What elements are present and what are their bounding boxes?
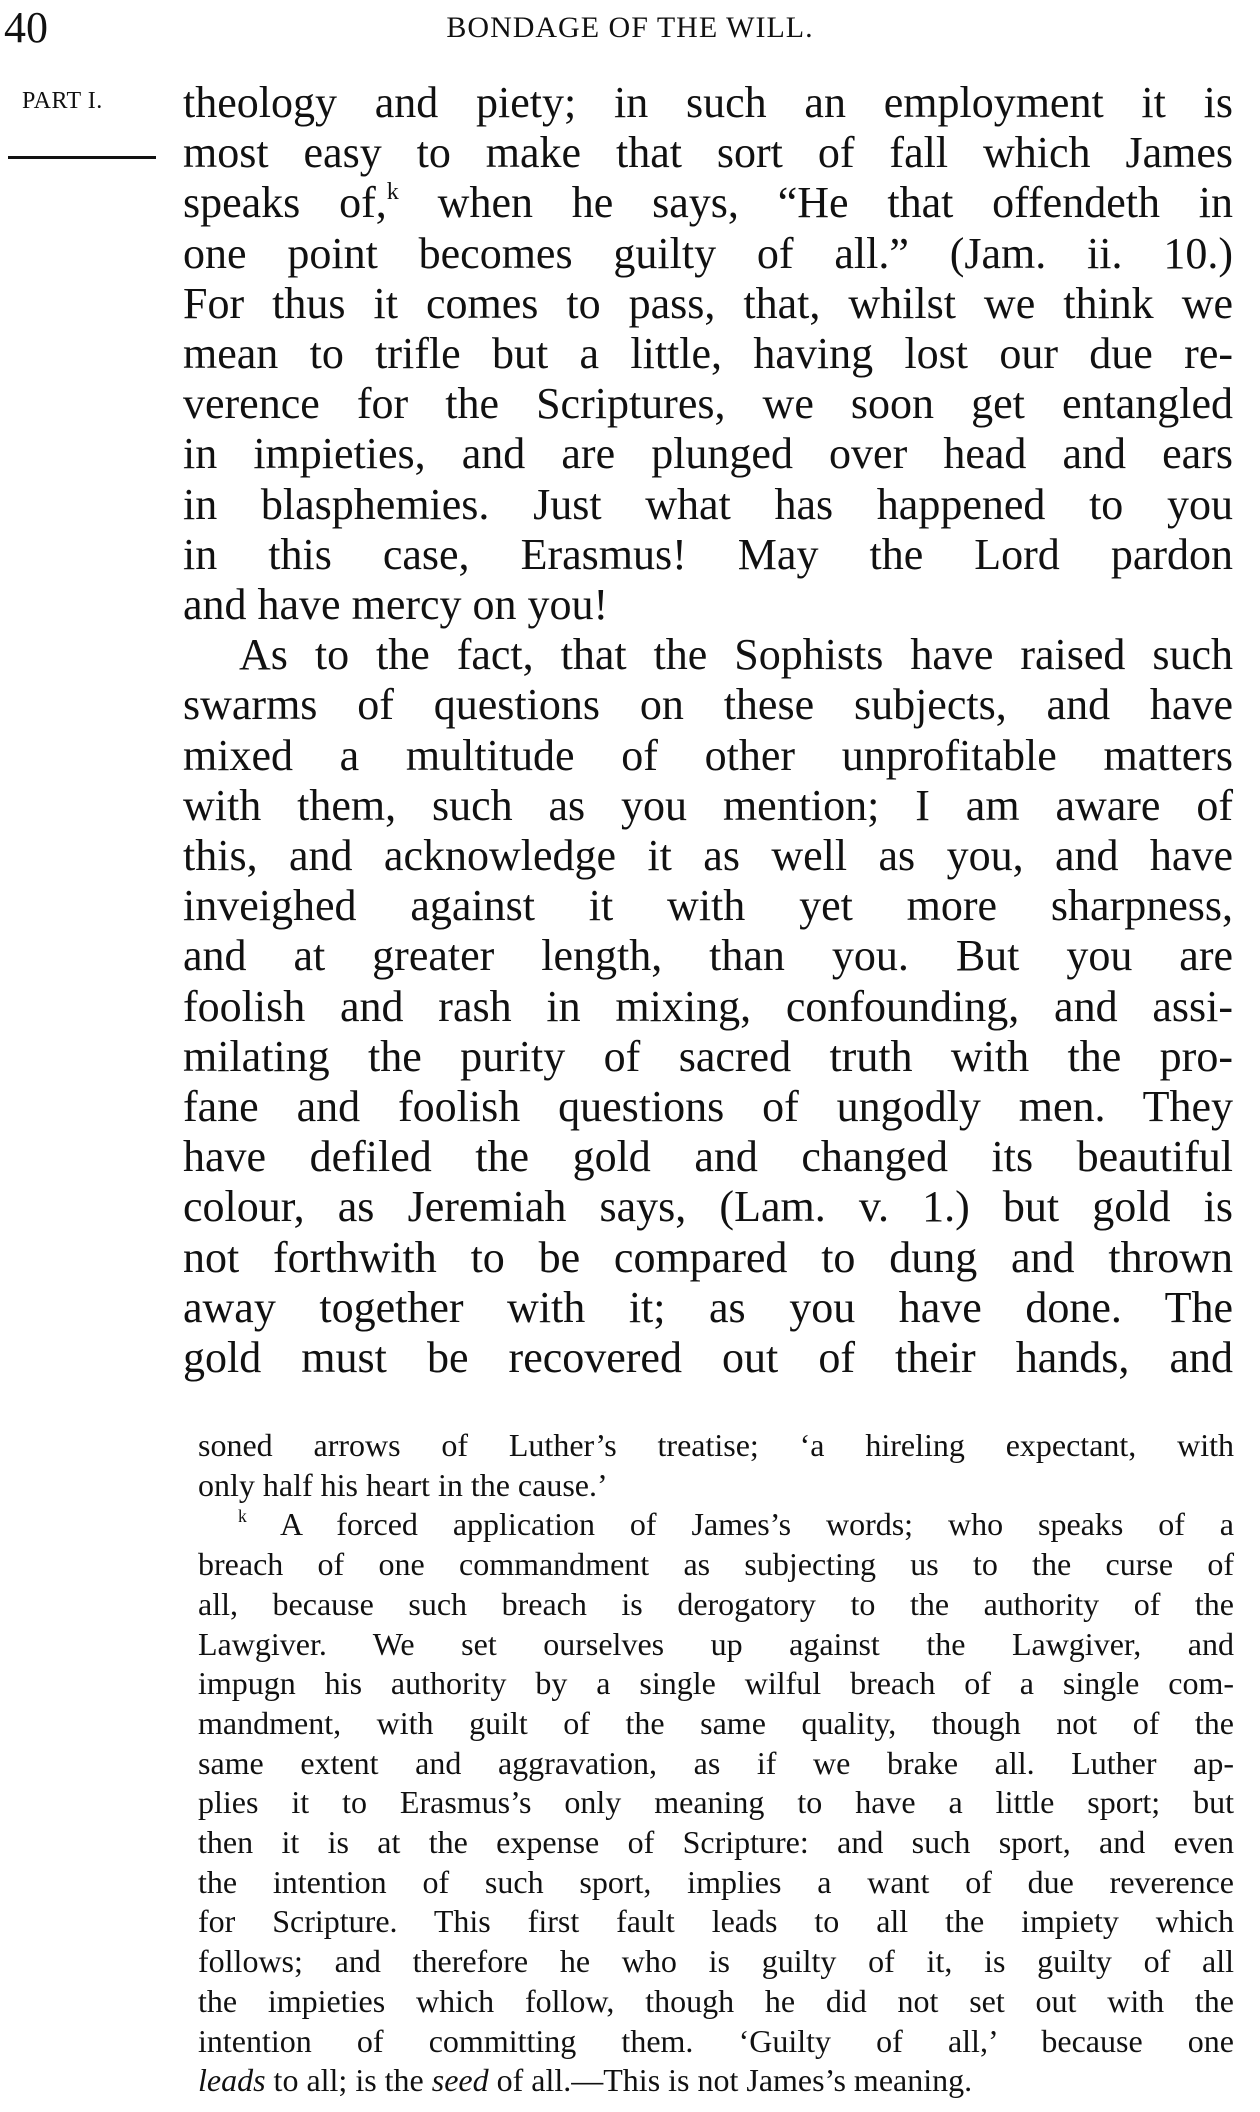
text-line: verence for the Scriptures, we soon get entangled xyxy=(183,379,1233,429)
text-line: milating the purity of sacred truth with the pro- xyxy=(183,1031,1233,1081)
text-line: most easy to make that sort of fall which James xyxy=(183,128,1233,178)
text-line: in impieties, and are plunged over head and ears xyxy=(183,429,1233,479)
text-line: inveighed against it with yet more sharpness, xyxy=(183,881,1233,931)
text-line: this, and acknowledge it as well as you, and have xyxy=(183,831,1233,881)
footnote-last-line xyxy=(198,2061,1234,2101)
text-fragment: A forced application of James’s words; who speaks of a xyxy=(246,1506,1234,1543)
margin-rule-divider xyxy=(8,156,156,159)
footnote-mark-k[interactable]: k xyxy=(386,178,399,206)
footnote-line: for Scripture. This first fault leads to all the impiety which xyxy=(198,1903,1234,1940)
text-line: in this case, Erasmus! May the Lord pardon xyxy=(183,529,1233,579)
text-line: with them, such as you mention; I am aware of xyxy=(183,780,1233,830)
text-line: colour, as Jeremiah says, (Lam. v. 1.) but gold is xyxy=(183,1182,1233,1232)
text-fragment: of all.—This is not James’s meaning. xyxy=(488,2062,973,2099)
text-line: For thus it comes to pass, that, whilst we think we xyxy=(183,278,1233,328)
text-line: in blasphemies. Just what has happened to you xyxy=(183,479,1233,529)
text-line xyxy=(183,178,1233,228)
main-body-text xyxy=(183,78,1233,1383)
footnote-line: only half his heart in the cause.’ xyxy=(198,1466,608,1503)
text-line: and at greater length, than you. But you are xyxy=(183,931,1233,981)
footnote-line: the impieties which follow, though he did not set out with the xyxy=(198,1982,1234,2019)
text-line: one point becomes guilty of all.” (Jam. ii. 10.) xyxy=(183,228,1233,278)
footnote-line: same extent and aggravation, as if we brake all. Luther ap- xyxy=(198,1744,1234,1781)
text-line: away together with it; as you have done. The xyxy=(183,1282,1233,1332)
footnote-line: intention of committing them. ‘Guilty of all,’ because one xyxy=(198,2022,1234,2059)
page-number: 40 xyxy=(4,3,48,52)
footnote-line: breach of one commandment as subjecting us to the curse of xyxy=(198,1546,1234,1583)
text-line: mixed a multitude of other unprofitable matters xyxy=(183,730,1233,780)
text-line: As to the fact, that the Sophists have raised such xyxy=(239,630,1233,680)
footnote-line: mandment, with guilt of the same quality, though not of the xyxy=(198,1704,1234,1741)
footnote-line: Lawgiver. We set ourselves up against the Lawgiver, and xyxy=(198,1625,1234,1662)
part-margin-label: PART I. xyxy=(22,88,103,114)
text-line: foolish and rash in mixing, confounding, and assi- xyxy=(183,981,1233,1031)
text-line: theology and piety; in such an employment it is xyxy=(183,78,1233,127)
footnote-line: soned arrows of Luther’s treatise; ‘a hireling expectant, with xyxy=(198,1427,1234,1463)
text-line: have defiled the gold and changed its beautiful xyxy=(183,1132,1233,1182)
text-fragment: to all; is the xyxy=(265,2062,432,2099)
footnote-line: all, because such breach is derogatory to the authority of the xyxy=(198,1585,1234,1622)
paragraph-1 xyxy=(183,78,1233,630)
footnote-line: impugn his authority by a single wilful breach of a single com- xyxy=(198,1665,1234,1702)
text-line: and have mercy on you! xyxy=(183,580,609,630)
italic-emphasis: seed xyxy=(431,2062,489,2099)
footnote-line: plies it to Erasmus’s only meaning to have a little sport; but xyxy=(198,1784,1234,1821)
running-title: BONDAGE OF THE WILL. xyxy=(446,11,814,44)
text-line: not forthwith to be compared to dung and thrown xyxy=(183,1232,1233,1282)
text-line: fane and foolish questions of ungodly men. They xyxy=(183,1082,1233,1132)
footnote-line: then it is at the expense of Scripture: and such sport, and even xyxy=(198,1824,1234,1861)
text-line: mean to trifle but a little, having lost our due re- xyxy=(183,329,1233,379)
footnote-k-first-line xyxy=(198,1505,1234,1545)
footnote-k-mark: k xyxy=(238,1506,247,1527)
text-fragment: when he says, “He that offendeth in xyxy=(398,178,1233,228)
text-fragment: speaks of, xyxy=(183,178,387,228)
text-line: gold must be recovered out of their hands, and xyxy=(183,1333,1233,1383)
footnote-line: the intention of such sport, implies a want of due reverence xyxy=(198,1863,1234,1900)
footnotes-section xyxy=(198,1426,1234,2101)
italic-emphasis: leads xyxy=(198,2062,266,2099)
text-line: swarms of questions on these subjects, and have xyxy=(183,680,1233,730)
paragraph-2 xyxy=(183,630,1233,1383)
footnote-line: follows; and therefore he who is guilty of it, is guilty of all xyxy=(198,1943,1234,1980)
